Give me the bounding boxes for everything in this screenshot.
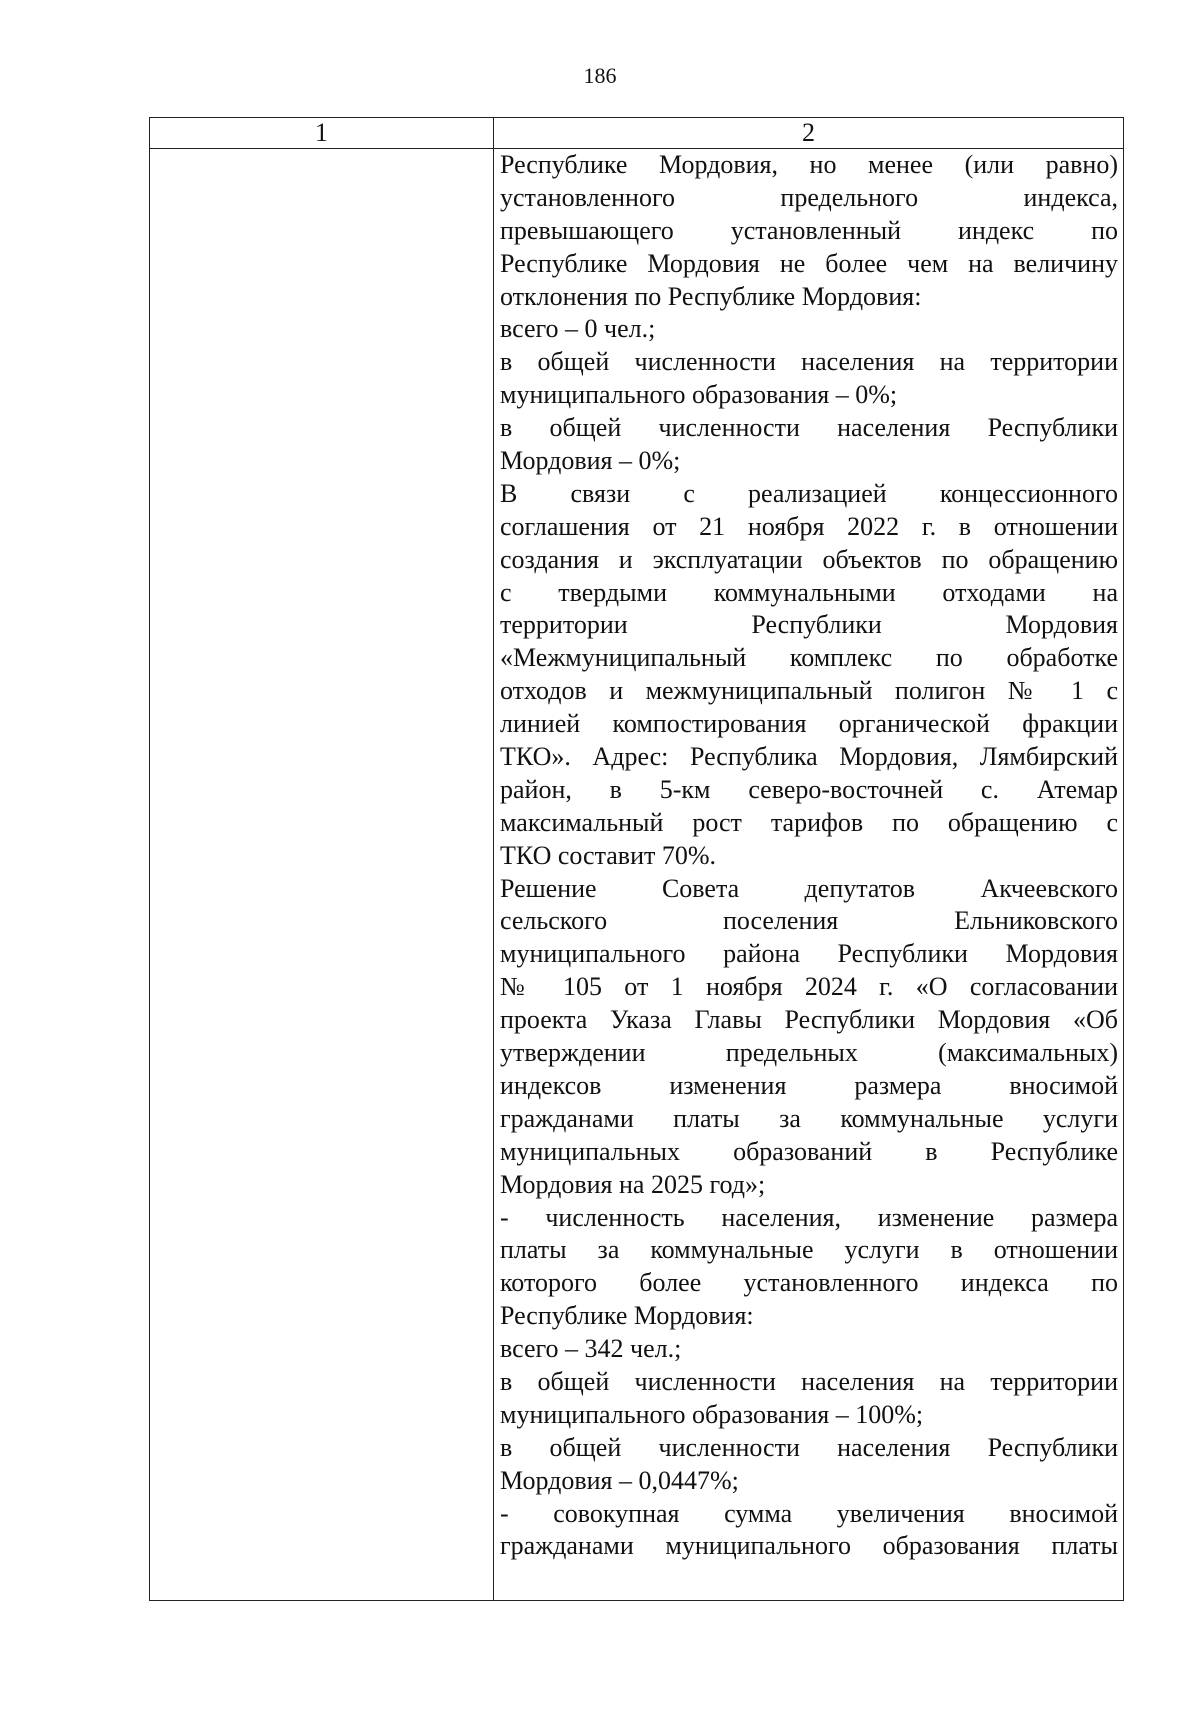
text-line: всего – 342 чел.;	[500, 1334, 682, 1364]
column-header-2: 2	[494, 118, 1124, 149]
text-line: превышающего установленный индекс по	[500, 215, 1118, 245]
text-line: муниципального района Республики Мордовия	[500, 939, 1118, 969]
text-line: муниципальных образований в Республике	[500, 1136, 1118, 1166]
text-line: гражданами муниципального образования платы	[500, 1531, 1118, 1561]
table-header-row	[150, 118, 1124, 149]
text-line: отклонения по Республике Мордовия:	[500, 281, 922, 311]
text-line: Решение Совета депутатов Акчеевского	[500, 873, 1118, 903]
text-line: сельского поселения Ельниковского	[500, 906, 1118, 936]
text-line: «Межмуниципальный комплекс по обработке	[500, 643, 1118, 673]
text-line: в общей численности населения Республики	[500, 413, 1118, 443]
text-line: № 105 от 1 ноября 2024 г. «О согласовании	[500, 972, 1118, 1002]
text-line: ТКО составит 70%.	[500, 840, 717, 870]
text-line: В связи с реализацией концессионного	[500, 478, 1118, 508]
text-line: в общей численности населения на территории	[500, 1366, 1118, 1396]
text-line: Республике Мордовия, но менее (или равно)	[500, 150, 1118, 179]
text-line: отходов и межмуниципальный полигон № 1 с	[500, 676, 1118, 706]
text-line: муниципального образования – 0%;	[500, 380, 898, 410]
text-line: утверждении предельных (максимальных)	[500, 1038, 1118, 1068]
text-line: соглашения от 21 ноября 2022 г. в отношении	[500, 511, 1118, 541]
text-line: гражданами платы за коммунальные услуги	[500, 1103, 1118, 1133]
text-line: территории Республики Мордовия	[500, 610, 1118, 640]
text-line: район, в 5-км северо-восточней с. Атемар	[500, 774, 1118, 804]
text-line: с твердыми коммунальными отходами на	[500, 577, 1118, 607]
text-line: индексов изменения размера вносимой	[500, 1070, 1118, 1100]
text-line: в общей численности населения Республики	[500, 1432, 1118, 1462]
table-row	[150, 149, 1124, 1601]
text-line: создания и эксплуатации объектов по обращению	[500, 544, 1118, 574]
text-line: установленного предельного индекса,	[500, 182, 1118, 212]
text-line: проекта Указа Главы Республики Мордовия «Об	[500, 1005, 1118, 1035]
text-line: Республике Мордовия не более чем на величину	[500, 248, 1118, 278]
text-line: Мордовия – 0%;	[500, 446, 681, 476]
page-number: 186	[583, 63, 617, 88]
text-line: Мордовия – 0,0447%;	[500, 1465, 739, 1495]
column2-cell	[494, 149, 1124, 1601]
column-header-1: 1	[150, 118, 494, 149]
text-line: линией компостирования органической фракции	[500, 709, 1118, 739]
text-line: в общей численности населения на территории	[500, 347, 1118, 377]
text-line: которого более установленного индекса по	[500, 1268, 1118, 1298]
text-line: Республике Мордовия:	[500, 1301, 754, 1331]
text-line: ТКО». Адрес: Республика Мордовия, Лямбирский	[500, 742, 1118, 772]
text-line: максимальный рост тарифов по обращению с	[500, 807, 1118, 837]
document-table	[149, 117, 1124, 1601]
text-line: всего – 0 чел.;	[500, 314, 656, 344]
text-line: платы за коммунальные услуги в отношении	[500, 1235, 1118, 1265]
text-line: Мордовия на 2025 год»;	[500, 1169, 766, 1199]
text-line: муниципального образования – 100%;	[500, 1399, 924, 1429]
text-line: - совокупная сумма увеличения вносимой	[500, 1498, 1118, 1528]
text-line: - численность населения, изменение размера	[500, 1202, 1118, 1232]
column1-cell	[150, 149, 494, 1601]
